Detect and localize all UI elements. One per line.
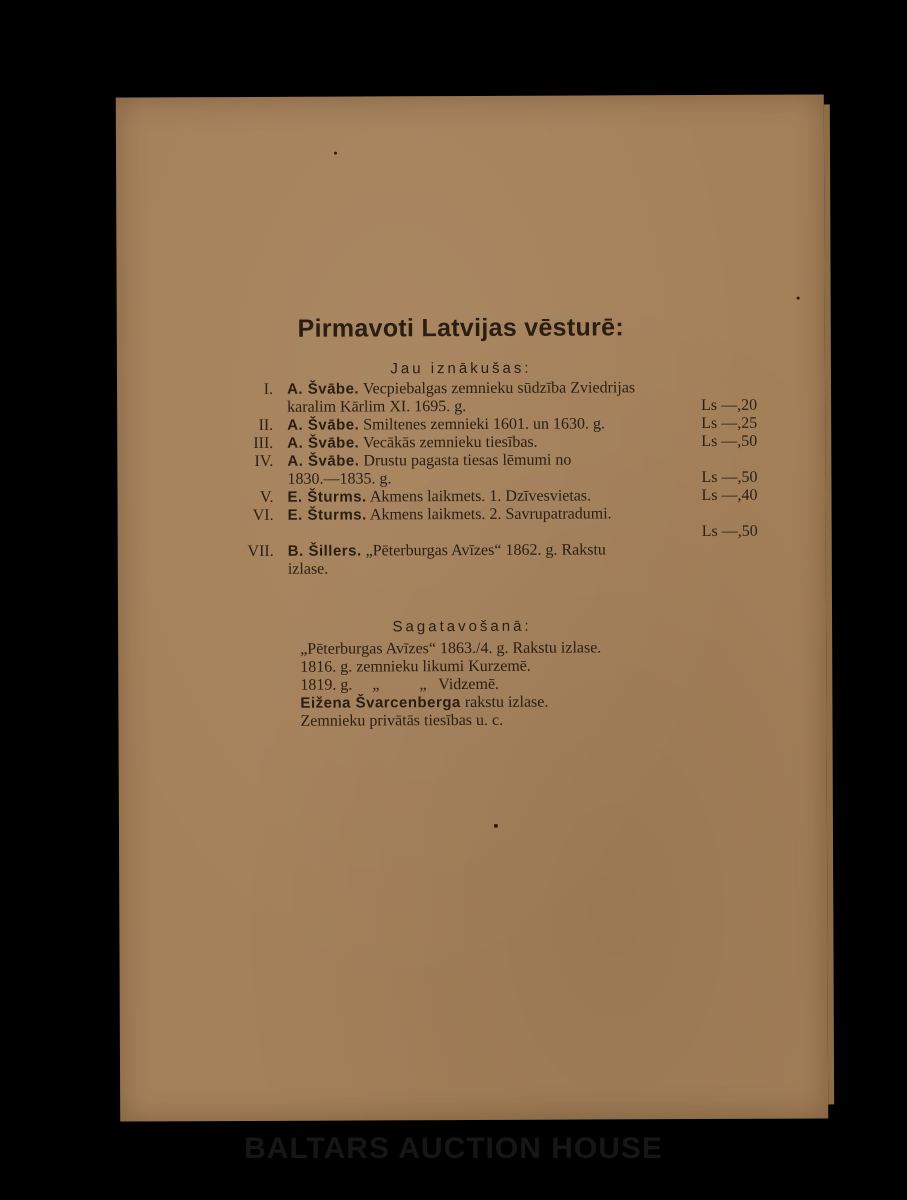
item-title: rakstu izlase. — [464, 693, 549, 712]
paper-speck — [797, 297, 800, 300]
auction-watermark: BALTARS AUCTION HOUSE — [244, 1132, 663, 1165]
item-numeral: I. — [263, 380, 274, 398]
item-price: Ls —,20 — [701, 396, 758, 414]
list-item — [237, 433, 757, 453]
item-numeral: VII. — [247, 542, 274, 560]
item-price: Ls —,50 — [701, 522, 758, 540]
item-title: Vecpiebalgas zemnieku sūdzība Zviedrijas — [362, 379, 636, 398]
item-price: Ls —,50 — [701, 468, 758, 486]
item-numeral: V. — [259, 488, 274, 506]
item-numeral: II. — [258, 416, 274, 434]
list-item — [300, 693, 760, 713]
item-price: Ls —,25 — [701, 414, 758, 432]
item-author: E. Šturms. — [287, 488, 367, 506]
item-title: Smiltenes zemnieki 1601. un 1630. g. — [363, 415, 606, 434]
list-item — [238, 505, 758, 543]
paper-speck — [494, 824, 498, 828]
item-numeral: VI. — [252, 506, 274, 524]
item-title: Drustu pagasta tiesas lēmumi no — [363, 451, 572, 470]
published-list — [237, 379, 758, 579]
series-title: Pirmavoti Latvijas vēsturē: — [297, 313, 624, 343]
list-item — [237, 379, 757, 417]
list-item — [237, 487, 757, 507]
item-numeral: III. — [253, 434, 274, 452]
item-title: „Pēterburgas Avīzes“ 1862. g. Rakstu — [365, 541, 606, 560]
item-author: A. Švābe. — [287, 416, 360, 434]
list-item: Zemnieku privātās tiesības u. c. — [300, 711, 504, 730]
published-heading: Jau iznākušas: — [390, 359, 532, 378]
list-item: 1819. g. „ „ Vidzemē. — [300, 675, 500, 694]
list-item — [237, 415, 757, 435]
item-title-continued: izlase. — [287, 560, 329, 578]
item-author: B. Šillers. — [287, 542, 362, 560]
item-price: Ls —,50 — [701, 432, 758, 450]
preparation-list — [300, 639, 760, 731]
booklet-back-cover — [116, 94, 828, 1121]
preparation-heading: Sagatavošanā: — [392, 617, 532, 636]
item-title: Akmens laikmets. 2. Savrupatradumi. — [369, 505, 612, 524]
item-author: A. Švābe. — [287, 452, 360, 470]
item-author: Eižena Švarcenberga — [300, 694, 461, 712]
list-item — [237, 451, 757, 489]
item-author: E. Šturms. — [287, 506, 367, 524]
item-author: A. Švābe. — [287, 380, 360, 398]
list-item — [238, 541, 758, 579]
item-numeral: IV. — [254, 452, 274, 470]
list-item: 1816. g. zemnieku likumi Kurzemē. — [300, 657, 531, 676]
list-item: „Pēterburgas Avīzes“ 1863./4. g. Rakstu izlase. — [300, 639, 602, 658]
item-price: Ls —,40 — [701, 486, 758, 504]
paper-speck — [334, 152, 337, 155]
item-title: Vecākās zemnieku tiesības. — [362, 433, 538, 452]
item-author: A. Švābe. — [287, 434, 360, 452]
item-title-continued: 1830.—1835. g. — [287, 470, 392, 488]
item-title: Akmens laikmets. 1. Dzīvesvietas. — [369, 487, 592, 506]
item-title-continued: karalim Kārlim XI. 1695. g. — [287, 398, 467, 416]
